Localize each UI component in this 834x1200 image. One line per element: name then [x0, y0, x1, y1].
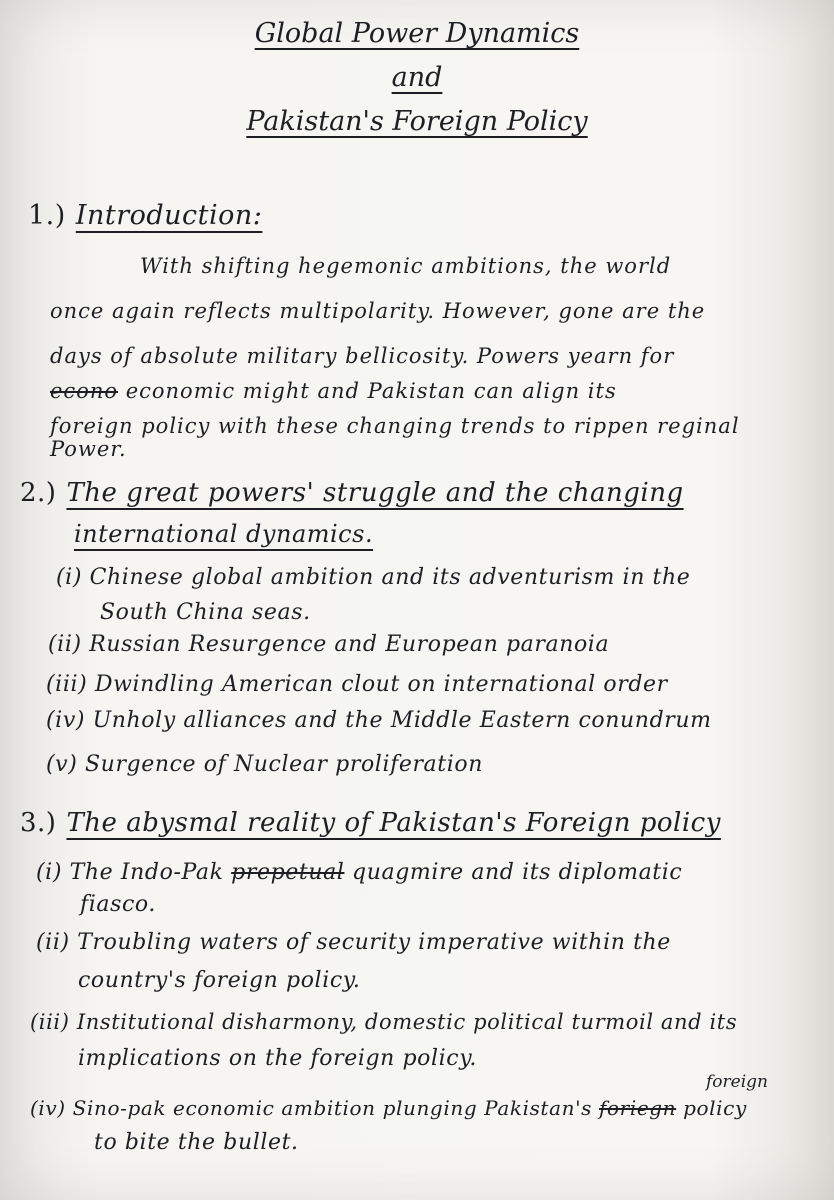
s2-item-5-text: Surgence of Nuclear proliferation	[85, 752, 483, 777]
section-3-title: The abysmal reality of Pakistan's Foreign policy	[66, 808, 721, 838]
s3-item-4-insertion: foreign	[706, 1072, 768, 1092]
s3-item-2	[36, 930, 671, 955]
section-1-number: 1.)	[28, 200, 66, 231]
title-line-3: Pakistan's Foreign Policy	[246, 106, 588, 137]
s2-item-4-text: Unholy alliances and the Middle Eastern conundrum	[92, 708, 712, 733]
section-3-number: 3.)	[20, 808, 57, 838]
s2-item-1-cont: South China seas.	[100, 600, 311, 625]
s2-item-3-marker: (iii)	[46, 672, 88, 697]
section-1-heading	[28, 200, 262, 231]
s3-item-4	[30, 1096, 747, 1120]
section-3-heading	[20, 808, 721, 838]
title-line-2: and	[391, 62, 443, 93]
s3-item-2-cont: country's foreign policy.	[78, 968, 361, 993]
section-2-number: 2.)	[20, 478, 57, 508]
section-2-title-line-2: international dynamics.	[74, 520, 374, 548]
section-2-heading	[20, 478, 684, 508]
title-line-1: Global Power Dynamics	[254, 18, 580, 49]
section-1-title: Introduction:	[75, 200, 263, 231]
s2-item-5-marker: (v)	[46, 752, 78, 777]
s2-item-5	[46, 752, 483, 777]
s3-item-1-struck: prepetual	[231, 860, 345, 885]
s3-item-3-cont: implications on the foreign policy.	[78, 1046, 477, 1071]
s2-item-1-marker: (i)	[56, 565, 83, 590]
s2-item-4-marker: (iv)	[46, 708, 86, 733]
s3-item-3	[30, 1010, 737, 1034]
s3-item-3-text: Institutional disharmony, domestic political turmoil and its	[76, 1010, 738, 1034]
s3-item-4-marker: (iv)	[30, 1096, 66, 1120]
s3-item-2-marker: (ii)	[36, 930, 70, 955]
intro-struck-word: econo	[50, 379, 118, 403]
intro-line-3: days of absolute military bellicosity. Powers yearn for	[50, 344, 675, 368]
s2-item-3	[46, 672, 668, 697]
s3-item-4-post: policy	[683, 1096, 747, 1120]
section-2-heading-cont	[74, 520, 373, 548]
s2-item-2-marker: (ii)	[48, 632, 82, 657]
s3-item-1-marker: (i)	[36, 860, 63, 885]
s3-item-1	[36, 860, 682, 885]
section-2-title-line-1: The great powers' struggle and the changing	[66, 478, 684, 508]
s2-item-1-text: Chinese global ambition and its adventurism in the	[89, 565, 691, 590]
intro-line-2: once again reflects multipolarity. However, gone are the	[50, 299, 706, 323]
s2-item-2	[48, 632, 609, 657]
s3-item-1-post: quagmire and its diplomatic	[352, 860, 683, 885]
intro-line-1: With shifting hegemonic ambitions, the world	[140, 254, 672, 278]
s2-item-1	[56, 565, 690, 590]
s2-item-3-text: Dwindling American clout on international order	[94, 672, 668, 697]
s3-item-3-marker: (iii)	[30, 1010, 70, 1034]
s3-item-4-cont: to bite the bullet.	[94, 1130, 299, 1155]
intro-line-5: foreign policy with these changing trends to rippen reginal	[50, 414, 740, 438]
s3-item-2-text: Troubling waters of security imperative within the	[77, 930, 671, 955]
intro-line-4-text: economic might and Pakistan can align its	[125, 379, 617, 403]
s2-item-4	[46, 708, 712, 733]
s2-item-2-text: Russian Resurgence and European paranoia	[89, 632, 610, 657]
intro-line-6: Power.	[50, 437, 127, 461]
s3-item-1-pre: The Indo-Pak	[69, 860, 224, 885]
s3-item-4-pre: Sino-pak economic ambition plunging Pakistan's	[72, 1096, 593, 1120]
s3-item-4-struck: foriegn	[599, 1096, 677, 1120]
s3-item-1-cont: fiasco.	[80, 892, 156, 917]
